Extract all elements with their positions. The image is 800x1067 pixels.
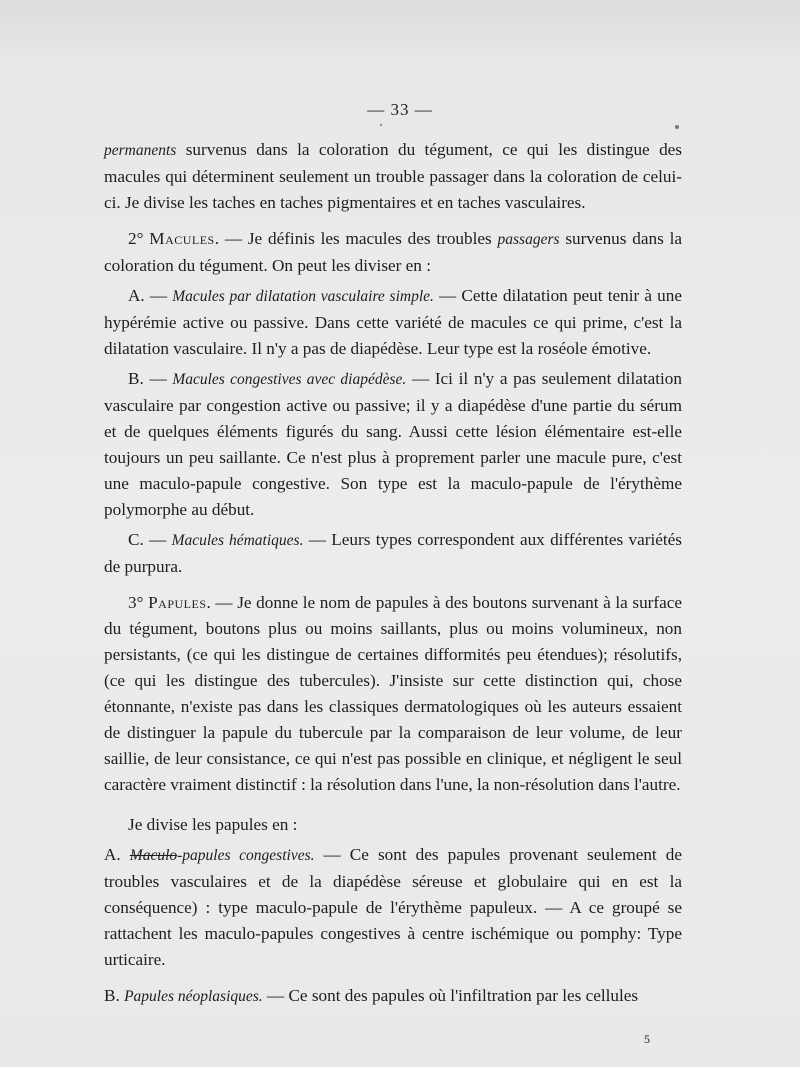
section-number: 3° [128, 593, 149, 612]
item-letter: B. [104, 986, 125, 1005]
section-heading: Macules [149, 229, 215, 248]
page-number: — 33 — [367, 100, 433, 119]
paragraph-6 [104, 590, 682, 798]
item-letter: A. [104, 845, 130, 864]
paragraph-5 [104, 527, 682, 580]
item-heading: Macules par dilatation vasculaire simple. [172, 288, 434, 305]
paragraph-7 [104, 812, 682, 838]
item-letter: C. — [128, 530, 172, 549]
paragraph-text: — Ici il n'y a pas seulement dilatation vasculaire par congestion active ou passive; il y a diapédèse d'une partie du sérum et de quelques éléments figurés du sang. Aussi cette lésion élémentaire est-elle toujours un peu saillante. Ce n'est plus à proprement parler une macule pure, c'est une maculo-papule congestive. Son type est la maculo-papule de l'érythème polymorphe au début. [104, 369, 682, 519]
paragraph-2 [104, 226, 682, 279]
item-heading: Macules congestives avec diapédèse. [172, 371, 407, 388]
section-heading: Papules [148, 593, 207, 612]
paragraph-text: survenus dans la coloration du tégument, ce qui les distingue des macules qui déterminent seulement un trouble passager dans la coloration de celui-ci. Je divise les taches en taches pigmentaires et en taches vasculaires. [104, 140, 682, 212]
section-number: 2° [128, 229, 150, 248]
paragraph-text: . — Je donne le nom de papules à des boutons survenant à la surface du tégument, boutons plus ou moins saillants, plus ou moins volumineux, non persistants, (ce qui les distingue de certaines difformités peu étendues); résolutifs, (ce qui les distingue des tubercules). J'insiste sur cette distinction qui, chose étonnante, n'existe pas dans les classiques dermatologiques où les auteurs essaient de distinguer la papule du tubercule par la comparaison de leur volume, de leur saillie, de leur consistance, ce qui n'est pas possible en clinique, et négligent le seul caractère vraiment distinctif : la résolution dans l'une, la non-résolution dans l'autre. [104, 593, 683, 794]
paragraph-9 [104, 983, 682, 1010]
italic-term: passagers [497, 231, 560, 248]
ink-speck [675, 125, 679, 129]
italic-term: permanents [104, 142, 177, 159]
item-heading: Macules hématiques. [171, 532, 304, 549]
paragraph-text: — Ce sont des papules provenant seulement de troubles vasculaires et de la diapédèse séreuse et globulaire qui en est la conséquence) : type maculo-papule de l'érythème papuleux. — A ce groupé se rattachent les maculo-papules congestives à centre ischémique ou pomphy: Type urticaire. [104, 845, 682, 969]
paragraph-text: — Cette dilatation peut tenir à une hypérémie active ou passive. Dans cette variété de macules ce qui prime, c'est la dilatation vasculaire. Il n'y a pas de diapédèse. Leur type est la roséole émotive. [104, 286, 682, 358]
paragraph-4 [104, 366, 682, 523]
paragraph-3 [104, 283, 682, 362]
paragraph-text: — Ce sont des papules où l'infiltration par les cellules [262, 986, 639, 1005]
struck-word: Maculo [129, 847, 178, 864]
item-heading: Papules néoplasiques. [124, 988, 263, 1005]
item-letter: A. — [128, 286, 173, 305]
item-letter: B. — [128, 369, 173, 388]
signature-mark: 5 [644, 1032, 650, 1046]
ink-speck [380, 124, 382, 126]
paragraph-text: Je divise les papules en : [128, 815, 298, 834]
paragraph-text: . — Je définis les macules des troubles [214, 229, 498, 248]
paragraph-text: survenus dans la coloration du tégument. On peut les diviser en : [104, 229, 682, 275]
paragraph-text: — Leurs types correspondent aux différentes variétés de purpura. [104, 530, 682, 576]
body-text [104, 137, 682, 1010]
paragraph-1 [104, 137, 682, 216]
paragraph-8 [104, 842, 682, 973]
item-heading: -papules congestives. [177, 847, 315, 864]
